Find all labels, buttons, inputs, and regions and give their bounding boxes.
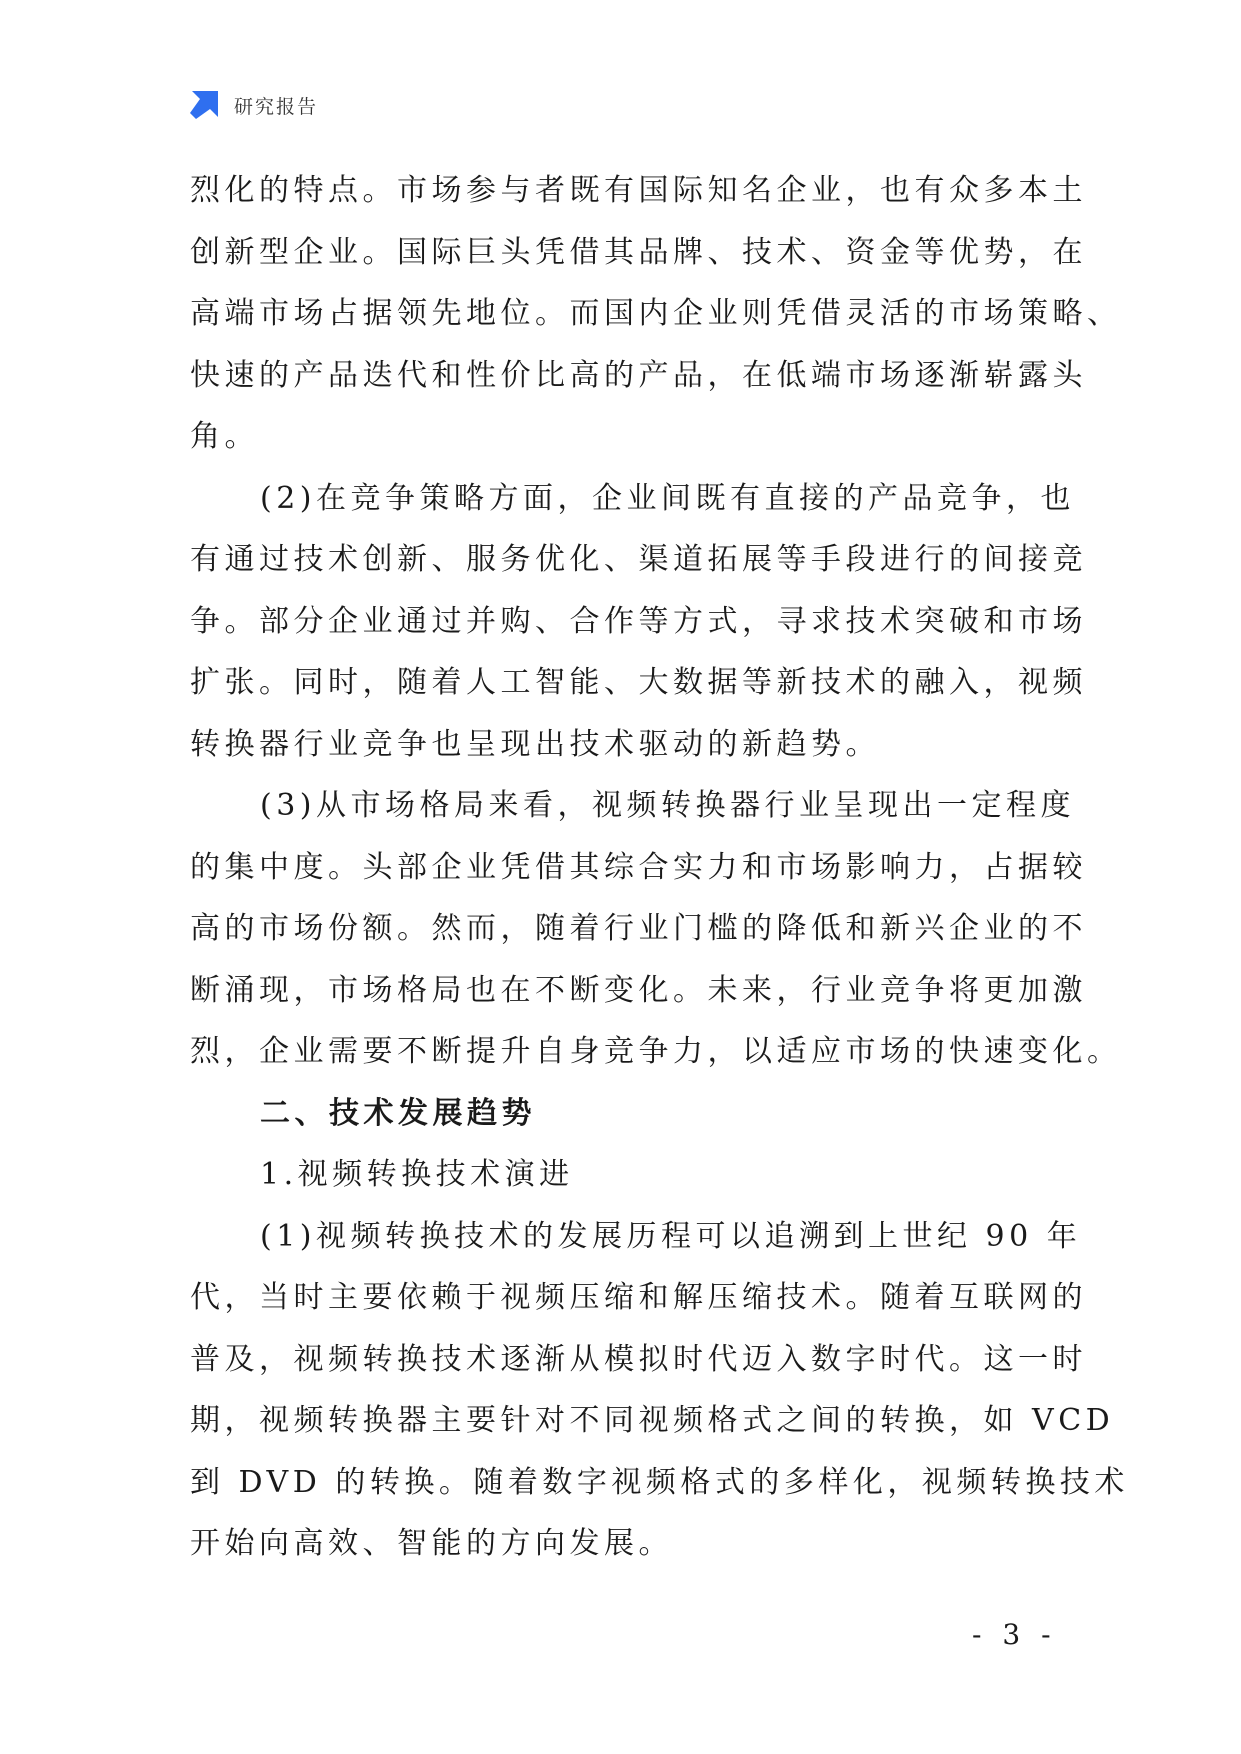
paragraph-line: 普及，视频转换技术逐渐从模拟时代迈入数字时代。这一时 bbox=[190, 1341, 1087, 1377]
paragraph-line: (1)视频转换技术的发展历程可以追溯到上世纪 90 年 bbox=[260, 1218, 1082, 1254]
page-number: - 3 - bbox=[972, 1618, 1057, 1651]
document-body bbox=[190, 160, 1129, 1575]
paragraph-line: (2)在竞争策略方面，企业间既有直接的产品竞争，也 bbox=[260, 480, 1075, 516]
paragraph-line: 高的市场份额。然而，随着行业门槛的降低和新兴企业的不 bbox=[190, 911, 1087, 946]
page-header bbox=[188, 88, 318, 122]
paragraph-line: 到 DVD 的转换。随着数字视频格式的多样化，视频转换技术 bbox=[190, 1464, 1129, 1500]
paragraph-line: 扩张。同时，随着人工智能、大数据等新技术的融入，视频 bbox=[190, 665, 1087, 700]
paragraph-line: 有通过技术创新、服务优化、渠道拓展等手段进行的间接竞 bbox=[190, 542, 1087, 577]
paragraph-line: (3)从市场格局来看，视频转换器行业呈现出一定程度 bbox=[260, 788, 1075, 823]
report-label: 研究报告 bbox=[234, 95, 319, 118]
paragraph-line: 代，当时主要依赖于视频压缩和解压缩技术。随着互联网的 bbox=[190, 1280, 1087, 1315]
paragraph-line: 创新型企业。国际巨头凭借其品牌、技术、资金等优势，在 bbox=[190, 234, 1087, 270]
paragraph-line: 角。 bbox=[190, 419, 259, 454]
paragraph-line: 转换器行业竞争也呈现出技术驱动的新趋势。 bbox=[190, 726, 880, 762]
paragraph-line: 开始向高效、智能的方向发展。 bbox=[190, 1526, 673, 1561]
subsection-heading: 1.视频转换技术演进 bbox=[260, 1157, 574, 1192]
paragraph-line: 期，视频转换器主要针对不同视频格式之间的转换，如 VCD bbox=[190, 1403, 1115, 1438]
paragraph-line: 快速的产品迭代和性价比高的产品，在低端市场逐渐崭露头 bbox=[190, 357, 1087, 393]
paragraph-line: 高端市场占据领先地位。而国内企业则凭借灵活的市场策略、 bbox=[190, 296, 1122, 331]
paragraph-line: 的集中度。头部企业凭借其综合实力和市场影响力，占据较 bbox=[190, 849, 1087, 885]
paragraph-line: 烈，企业需要不断提升自身竞争力，以适应市场的快速变化。 bbox=[190, 1034, 1122, 1069]
arrow-up-right-icon bbox=[188, 89, 220, 121]
paragraph-line: 争。部分企业通过并购、合作等方式，寻求技术突破和市场 bbox=[190, 603, 1087, 639]
section-heading: 二、技术发展趋势 bbox=[260, 1095, 536, 1131]
paragraph-line: 断涌现，市场格局也在不断变化。未来，行业竞争将更加激 bbox=[190, 972, 1087, 1008]
paragraph-line: 烈化的特点。市场参与者既有国际知名企业，也有众多本土 bbox=[190, 173, 1087, 208]
